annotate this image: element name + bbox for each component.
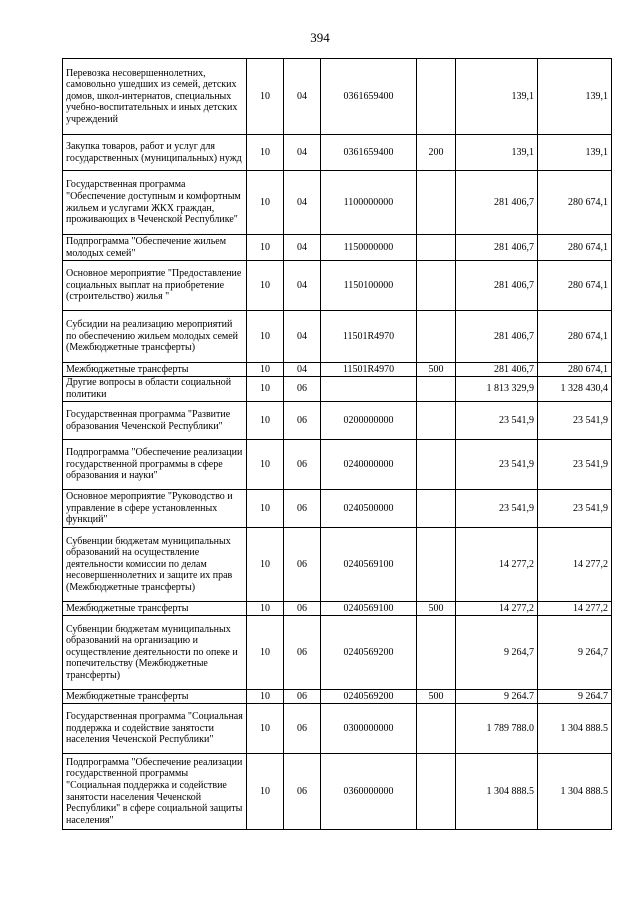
- row-section-cell: 10: [247, 440, 284, 490]
- row-name-cell: Межбюджетные трансферты: [63, 690, 247, 704]
- table-row: [63, 528, 612, 602]
- row-amount-2-cell: 139,1: [538, 135, 612, 171]
- table-row: [63, 261, 612, 311]
- row-amount-1-cell: 9 264,7: [456, 616, 538, 690]
- table-row: [63, 171, 612, 235]
- row-amount-1-cell: 14 277,2: [456, 528, 538, 602]
- row-section-cell: 10: [247, 690, 284, 704]
- table-row: [63, 616, 612, 690]
- row-amount-2-cell: 1 304 888.5: [538, 754, 612, 830]
- row-name-cell: Государственная программа "Обеспечение доступным и комфортным жильем и услугами ЖКХ граждан, проживающих в Чеченской Республике": [63, 171, 247, 235]
- table-row: [63, 402, 612, 440]
- row-target-article-cell: 0360000000: [321, 754, 417, 830]
- row-subsection-cell: 04: [284, 363, 321, 377]
- row-section-cell: 10: [247, 171, 284, 235]
- row-target-article-cell: 0240569100: [321, 528, 417, 602]
- row-amount-1-cell: 139,1: [456, 59, 538, 135]
- row-expense-type-cell: [417, 59, 456, 135]
- row-expense-type-cell: 500: [417, 690, 456, 704]
- row-amount-1-cell: 281 406,7: [456, 261, 538, 311]
- row-target-article-cell: 0200000000: [321, 402, 417, 440]
- row-amount-2-cell: 1 328 430,4: [538, 377, 612, 402]
- row-subsection-cell: 06: [284, 602, 321, 616]
- row-section-cell: 10: [247, 59, 284, 135]
- row-expense-type-cell: [417, 377, 456, 402]
- page-number: 394: [310, 30, 330, 45]
- row-amount-2-cell: 23 541,9: [538, 402, 612, 440]
- row-target-article-cell: 0240000000: [321, 440, 417, 490]
- row-section-cell: 10: [247, 704, 284, 754]
- row-name-cell: Перевозка несовершеннолетних, самовольно ушедших из семей, детских домов, школ-интернатов, специальных учебно-воспитательных и иных детских учреждений: [63, 59, 247, 135]
- row-name-cell: Подпрограмма "Обеспечение жильем молодых семей": [63, 235, 247, 261]
- row-subsection-cell: 06: [284, 490, 321, 528]
- row-target-article-cell: 0361659400: [321, 135, 417, 171]
- table-row: [63, 690, 612, 704]
- row-expense-type-cell: [417, 171, 456, 235]
- row-section-cell: 10: [247, 754, 284, 830]
- row-name-cell: Субвенции бюджетам муниципальных образований на осуществление деятельности комиссии по делам несовершеннолетних и защите их прав (Межбюджетные трансферты): [63, 528, 247, 602]
- row-expense-type-cell: [417, 616, 456, 690]
- row-expense-type-cell: [417, 528, 456, 602]
- row-amount-1-cell: 1 304 888.5: [456, 754, 538, 830]
- table-row: [63, 704, 612, 754]
- table-row: [63, 311, 612, 363]
- row-target-article-cell: 1150100000: [321, 261, 417, 311]
- row-subsection-cell: 04: [284, 135, 321, 171]
- row-expense-type-cell: [417, 440, 456, 490]
- row-name-cell: Государственная программа "Развитие образования Чеченской Республики": [63, 402, 247, 440]
- row-expense-type-cell: 200: [417, 135, 456, 171]
- row-amount-1-cell: 14 277,2: [456, 602, 538, 616]
- row-amount-1-cell: 1 789 788.0: [456, 704, 538, 754]
- row-amount-2-cell: 280 674,1: [538, 363, 612, 377]
- row-expense-type-cell: [417, 261, 456, 311]
- row-target-article-cell: 0240500000: [321, 490, 417, 528]
- row-amount-2-cell: 280 674,1: [538, 311, 612, 363]
- row-target-article-cell: 11501R4970: [321, 311, 417, 363]
- row-amount-1-cell: 281 406,7: [456, 171, 538, 235]
- row-amount-1-cell: 281 406,7: [456, 363, 538, 377]
- row-amount-2-cell: 23 541,9: [538, 440, 612, 490]
- row-name-cell: Другие вопросы в области социальной политики: [63, 377, 247, 402]
- row-section-cell: 10: [247, 490, 284, 528]
- table-row: [63, 135, 612, 171]
- row-target-article-cell: 1100000000: [321, 171, 417, 235]
- row-amount-2-cell: 139,1: [538, 59, 612, 135]
- row-amount-2-cell: 1 304 888.5: [538, 704, 612, 754]
- row-section-cell: 10: [247, 528, 284, 602]
- row-amount-2-cell: 9 264.7: [538, 690, 612, 704]
- table-row: [63, 602, 612, 616]
- row-target-article-cell: 11501R4970: [321, 363, 417, 377]
- row-subsection-cell: 06: [284, 704, 321, 754]
- row-subsection-cell: 04: [284, 59, 321, 135]
- row-name-cell: Основное мероприятие "Руководство и управление в сфере установленных функций": [63, 490, 247, 528]
- row-section-cell: 10: [247, 311, 284, 363]
- row-target-article-cell: 0361659400: [321, 59, 417, 135]
- row-target-article-cell: 0240569200: [321, 690, 417, 704]
- row-amount-2-cell: 9 264,7: [538, 616, 612, 690]
- table-row: [63, 377, 612, 402]
- row-target-article-cell: [321, 377, 417, 402]
- row-target-article-cell: 1150000000: [321, 235, 417, 261]
- row-subsection-cell: 04: [284, 311, 321, 363]
- row-target-article-cell: 0240569200: [321, 616, 417, 690]
- row-subsection-cell: 04: [284, 235, 321, 261]
- row-amount-2-cell: 280 674,1: [538, 235, 612, 261]
- row-name-cell: Государственная программа "Социальная поддержка и содействие занятости населения Чеченской Республики": [63, 704, 247, 754]
- table-row: [63, 59, 612, 135]
- row-expense-type-cell: 500: [417, 602, 456, 616]
- row-amount-1-cell: 139,1: [456, 135, 538, 171]
- table-row: [63, 490, 612, 528]
- row-amount-2-cell: 280 674,1: [538, 171, 612, 235]
- row-target-article-cell: 0240569100: [321, 602, 417, 616]
- row-section-cell: 10: [247, 602, 284, 616]
- table-row: [63, 235, 612, 261]
- row-amount-1-cell: 281 406,7: [456, 235, 538, 261]
- row-subsection-cell: 06: [284, 402, 321, 440]
- row-subsection-cell: 06: [284, 616, 321, 690]
- row-amount-2-cell: 14 277,2: [538, 528, 612, 602]
- row-section-cell: 10: [247, 261, 284, 311]
- row-expense-type-cell: [417, 754, 456, 830]
- row-target-article-cell: 0300000000: [321, 704, 417, 754]
- row-expense-type-cell: [417, 235, 456, 261]
- row-section-cell: 10: [247, 377, 284, 402]
- row-section-cell: 10: [247, 616, 284, 690]
- row-amount-1-cell: 23 541,9: [456, 490, 538, 528]
- row-amount-1-cell: 1 813 329,9: [456, 377, 538, 402]
- row-amount-1-cell: 23 541,9: [456, 440, 538, 490]
- row-amount-1-cell: 23 541,9: [456, 402, 538, 440]
- row-name-cell: Подпрограмма "Обеспечение реализации государственной программы "Социальная поддержка и содействие занятости населения Чеченской Республики" в сфере социальной защиты населения": [63, 754, 247, 830]
- row-name-cell: Субсидии на реализацию мероприятий по обеспечению жильем молодых семей (Межбюджетные трансферты): [63, 311, 247, 363]
- table-row: [63, 440, 612, 490]
- table-row: [63, 363, 612, 377]
- row-expense-type-cell: [417, 490, 456, 528]
- row-amount-1-cell: 281 406,7: [456, 311, 538, 363]
- row-expense-type-cell: [417, 704, 456, 754]
- row-section-cell: 10: [247, 235, 284, 261]
- row-expense-type-cell: [417, 402, 456, 440]
- row-section-cell: 10: [247, 402, 284, 440]
- row-section-cell: 10: [247, 363, 284, 377]
- table-row: [63, 754, 612, 830]
- row-amount-2-cell: 23 541,9: [538, 490, 612, 528]
- row-name-cell: Подпрограмма "Обеспечение реализации государственной программы в сфере образования и науки": [63, 440, 247, 490]
- row-name-cell: Межбюджетные трансферты: [63, 602, 247, 616]
- row-expense-type-cell: 500: [417, 363, 456, 377]
- row-amount-2-cell: 280 674,1: [538, 261, 612, 311]
- row-subsection-cell: 04: [284, 261, 321, 311]
- row-amount-1-cell: 9 264.7: [456, 690, 538, 704]
- row-subsection-cell: 06: [284, 690, 321, 704]
- row-section-cell: 10: [247, 135, 284, 171]
- row-name-cell: Закупка товаров, работ и услуг для государственных (муниципальных) нужд: [63, 135, 247, 171]
- row-expense-type-cell: [417, 311, 456, 363]
- row-name-cell: Основное мероприятие "Предоставление социальных выплат на приобретение (строительство) жилья ": [63, 261, 247, 311]
- row-subsection-cell: 06: [284, 440, 321, 490]
- row-name-cell: Межбюджетные трансферты: [63, 363, 247, 377]
- row-subsection-cell: 06: [284, 377, 321, 402]
- row-subsection-cell: 06: [284, 528, 321, 602]
- row-subsection-cell: 04: [284, 171, 321, 235]
- row-subsection-cell: 06: [284, 754, 321, 830]
- row-amount-2-cell: 14 277,2: [538, 602, 612, 616]
- row-name-cell: Субвенции бюджетам муниципальных образований на организацию и осуществление деятельности по опеке и попечительству (Межбюджетные трансферты): [63, 616, 247, 690]
- budget-table: [62, 58, 612, 830]
